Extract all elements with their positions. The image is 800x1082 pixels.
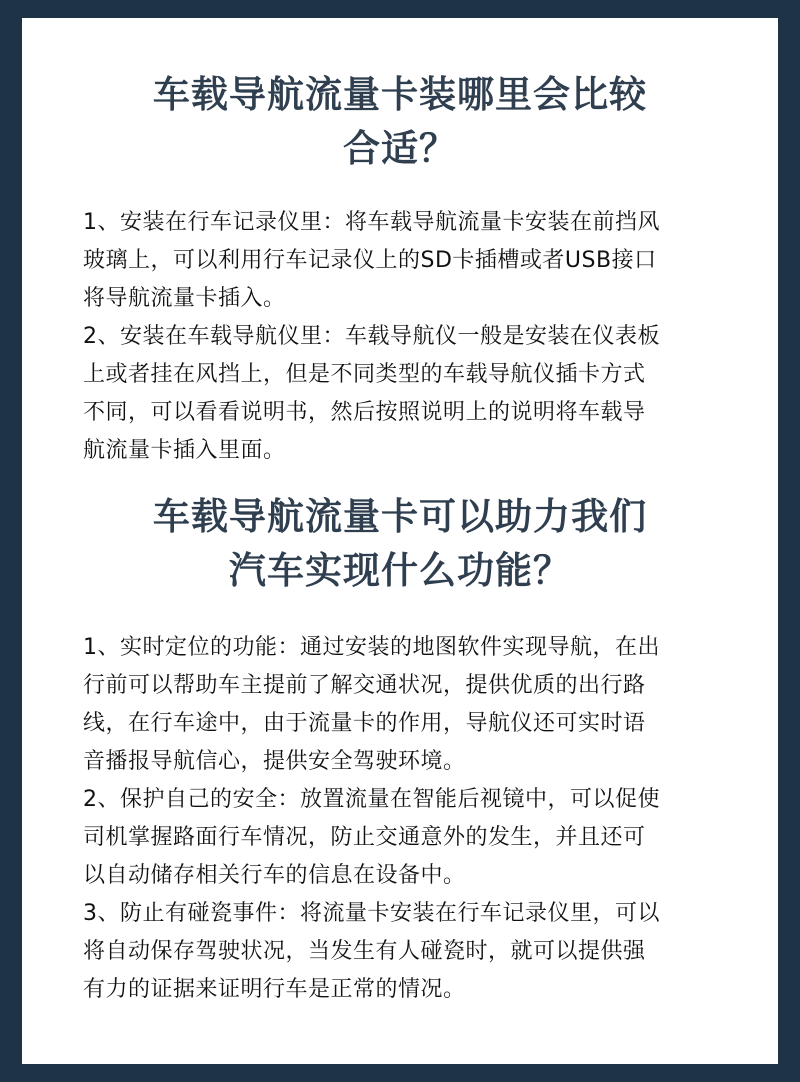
section-2-line-1: 1、实时定位的功能：通过安装的地图软件实现导航，在出 [83, 635, 660, 660]
section-1-line-7: 航流量卡插入里面。 [83, 438, 286, 463]
section-1-line-1: 1、安装在行车记录仪里：将车载导航流量卡安装在前挡风 [83, 210, 660, 235]
section-2-body [22, 629, 660, 1009]
section-1-body [22, 204, 660, 470]
section-2-line-2: 行前可以帮助车主提前了解交通状况，提供优质的出行路 [83, 673, 646, 698]
section-1-heading-line-2: 合适？ [342, 127, 458, 170]
section-2-heading-line-1: 车载导航流量卡可以助力我们 [152, 495, 648, 538]
section-2-line-7: 以自动储存相关行车的信息在设备中。 [83, 863, 466, 888]
section-1-line-6: 不同，可以看看说明书，然后按照说明上的说明将车载导 [83, 400, 646, 425]
section-1-heading [22, 68, 778, 176]
section-1-heading-line-1: 车载导航流量卡装哪里会比较 [152, 73, 648, 116]
section-2-line-8: 3、防止有碰瓷事件：将流量卡安装在行车记录仪里，可以 [83, 901, 660, 926]
section-1-line-2: 玻璃上，可以利用行车记录仪上的SD卡插槽或者USB接口 [83, 248, 657, 273]
section-2-line-10: 有力的证据来证明行车是正常的情况。 [83, 977, 466, 1002]
section-1-line-4: 2、安装在车载导航仪里：车载导航仪一般是安装在仪表板 [83, 324, 660, 349]
section-2-line-4: 音播报导航信心，提供安全驾驶环境。 [83, 749, 466, 774]
section-2-line-6: 司机掌握路面行车情况，防止交通意外的发生，并且还可 [83, 825, 646, 850]
section-2-line-5: 2、保护自己的安全：放置流量在智能后视镜中，可以促使 [83, 787, 660, 812]
section-2-line-9: 将自动保存驾驶状况，当发生有人碰瓷时，就可以提供强 [83, 939, 646, 964]
section-2-line-3: 线，在行车途中，由于流量卡的作用，导航仪还可实时语 [83, 711, 646, 736]
section-2-heading [22, 490, 778, 598]
section-1-line-3: 将导航流量卡插入。 [83, 286, 286, 311]
section-1-line-5: 上或者挂在风挡上，但是不同类型的车载导航仪插卡方式 [83, 362, 646, 387]
section-2-heading-line-2: 汽车实现什么功能？ [228, 549, 572, 592]
